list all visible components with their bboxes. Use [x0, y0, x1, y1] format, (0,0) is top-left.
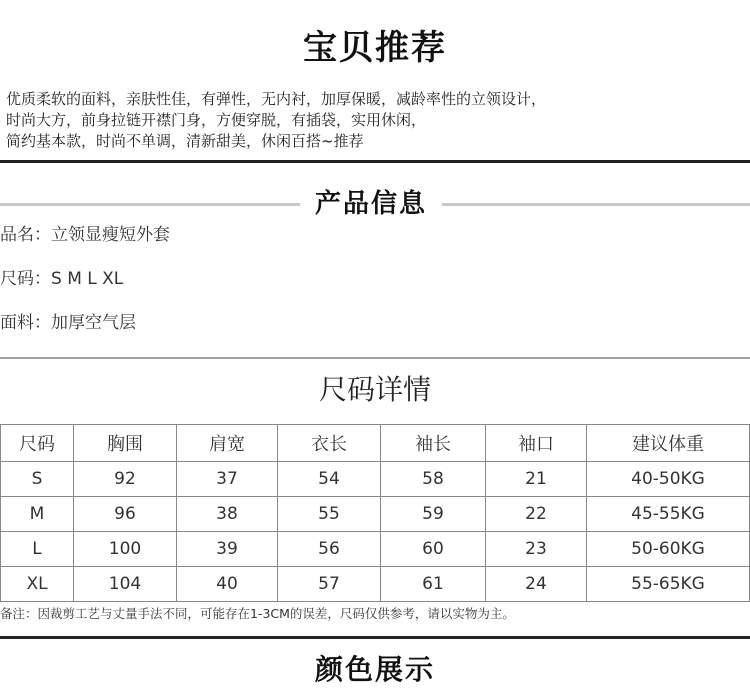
cell-sleeve: 61	[381, 567, 486, 602]
cell-size: XL	[1, 567, 74, 602]
cell-shoulder: 39	[177, 532, 278, 567]
product-info-rule-left	[0, 203, 300, 206]
cell-chest: 104	[74, 567, 177, 602]
section-divider	[0, 357, 750, 359]
table-row	[1, 567, 750, 602]
section-divider	[0, 636, 750, 639]
cell-shoulder: 38	[177, 497, 278, 532]
size-table-header-row	[1, 425, 750, 462]
size-details-title: 尺码详情	[318, 373, 431, 406]
cell-sleeve: 59	[381, 497, 486, 532]
cell-size: M	[1, 497, 74, 532]
recommend-line-2: 时尚大方，前身拉链开襟门身，方便穿脱，有插袋，实用休闲，	[6, 111, 427, 129]
color-display-title: 颜色展示	[314, 653, 435, 686]
cell-length: 57	[278, 567, 381, 602]
header-chest: 胸围	[74, 425, 177, 462]
cell-weight: 50-60KG	[587, 532, 750, 567]
recommend-title: 宝贝推荐	[303, 28, 447, 68]
product-fabric: 面料：加厚空气层	[0, 313, 136, 333]
product-info-rule-right	[442, 203, 750, 206]
cell-sleeve: 60	[381, 532, 486, 567]
cell-length: 56	[278, 532, 381, 567]
cell-chest: 100	[74, 532, 177, 567]
size-note: 备注：因裁剪工艺与丈量手法不同，可能存在1-3CM的误差，尺码仅供参考，请以实物为主。	[0, 606, 515, 621]
section-divider	[0, 160, 750, 163]
product-sizes: 尺码：S M L XL	[0, 269, 124, 289]
cell-weight: 55-65KG	[587, 567, 750, 602]
cell-shoulder: 37	[177, 462, 278, 497]
header-cuff: 袖口	[486, 425, 587, 462]
cell-weight: 45-55KG	[587, 497, 750, 532]
cell-cuff: 21	[486, 462, 587, 497]
recommend-line-1: 优质柔软的面料，亲肤性佳，有弹性，无内衬，加厚保暖，减龄率性的立领设计，	[6, 90, 547, 108]
product-name: 品名：立领显瘦短外套	[0, 225, 170, 245]
table-row	[1, 532, 750, 567]
cell-size: S	[1, 462, 74, 497]
header-sleeve: 袖长	[381, 425, 486, 462]
table-row	[1, 462, 750, 497]
cell-length: 54	[278, 462, 381, 497]
header-weight: 建议体重	[587, 425, 750, 462]
cell-chest: 96	[74, 497, 177, 532]
cell-cuff: 24	[486, 567, 587, 602]
header-size: 尺码	[1, 425, 74, 462]
recommend-line-3: 简约基本款，时尚不单调，清新甜美，休闲百搭~推荐	[6, 132, 364, 150]
header-length: 衣长	[278, 425, 381, 462]
header-shoulder: 肩宽	[177, 425, 278, 462]
cell-chest: 92	[74, 462, 177, 497]
cell-length: 55	[278, 497, 381, 532]
product-info-title: 产品信息	[314, 189, 427, 219]
cell-cuff: 23	[486, 532, 587, 567]
cell-size: L	[1, 532, 74, 567]
cell-sleeve: 58	[381, 462, 486, 497]
cell-shoulder: 40	[177, 567, 278, 602]
cell-weight: 40-50KG	[587, 462, 750, 497]
table-row	[1, 497, 750, 532]
size-table	[0, 424, 750, 602]
cell-cuff: 22	[486, 497, 587, 532]
